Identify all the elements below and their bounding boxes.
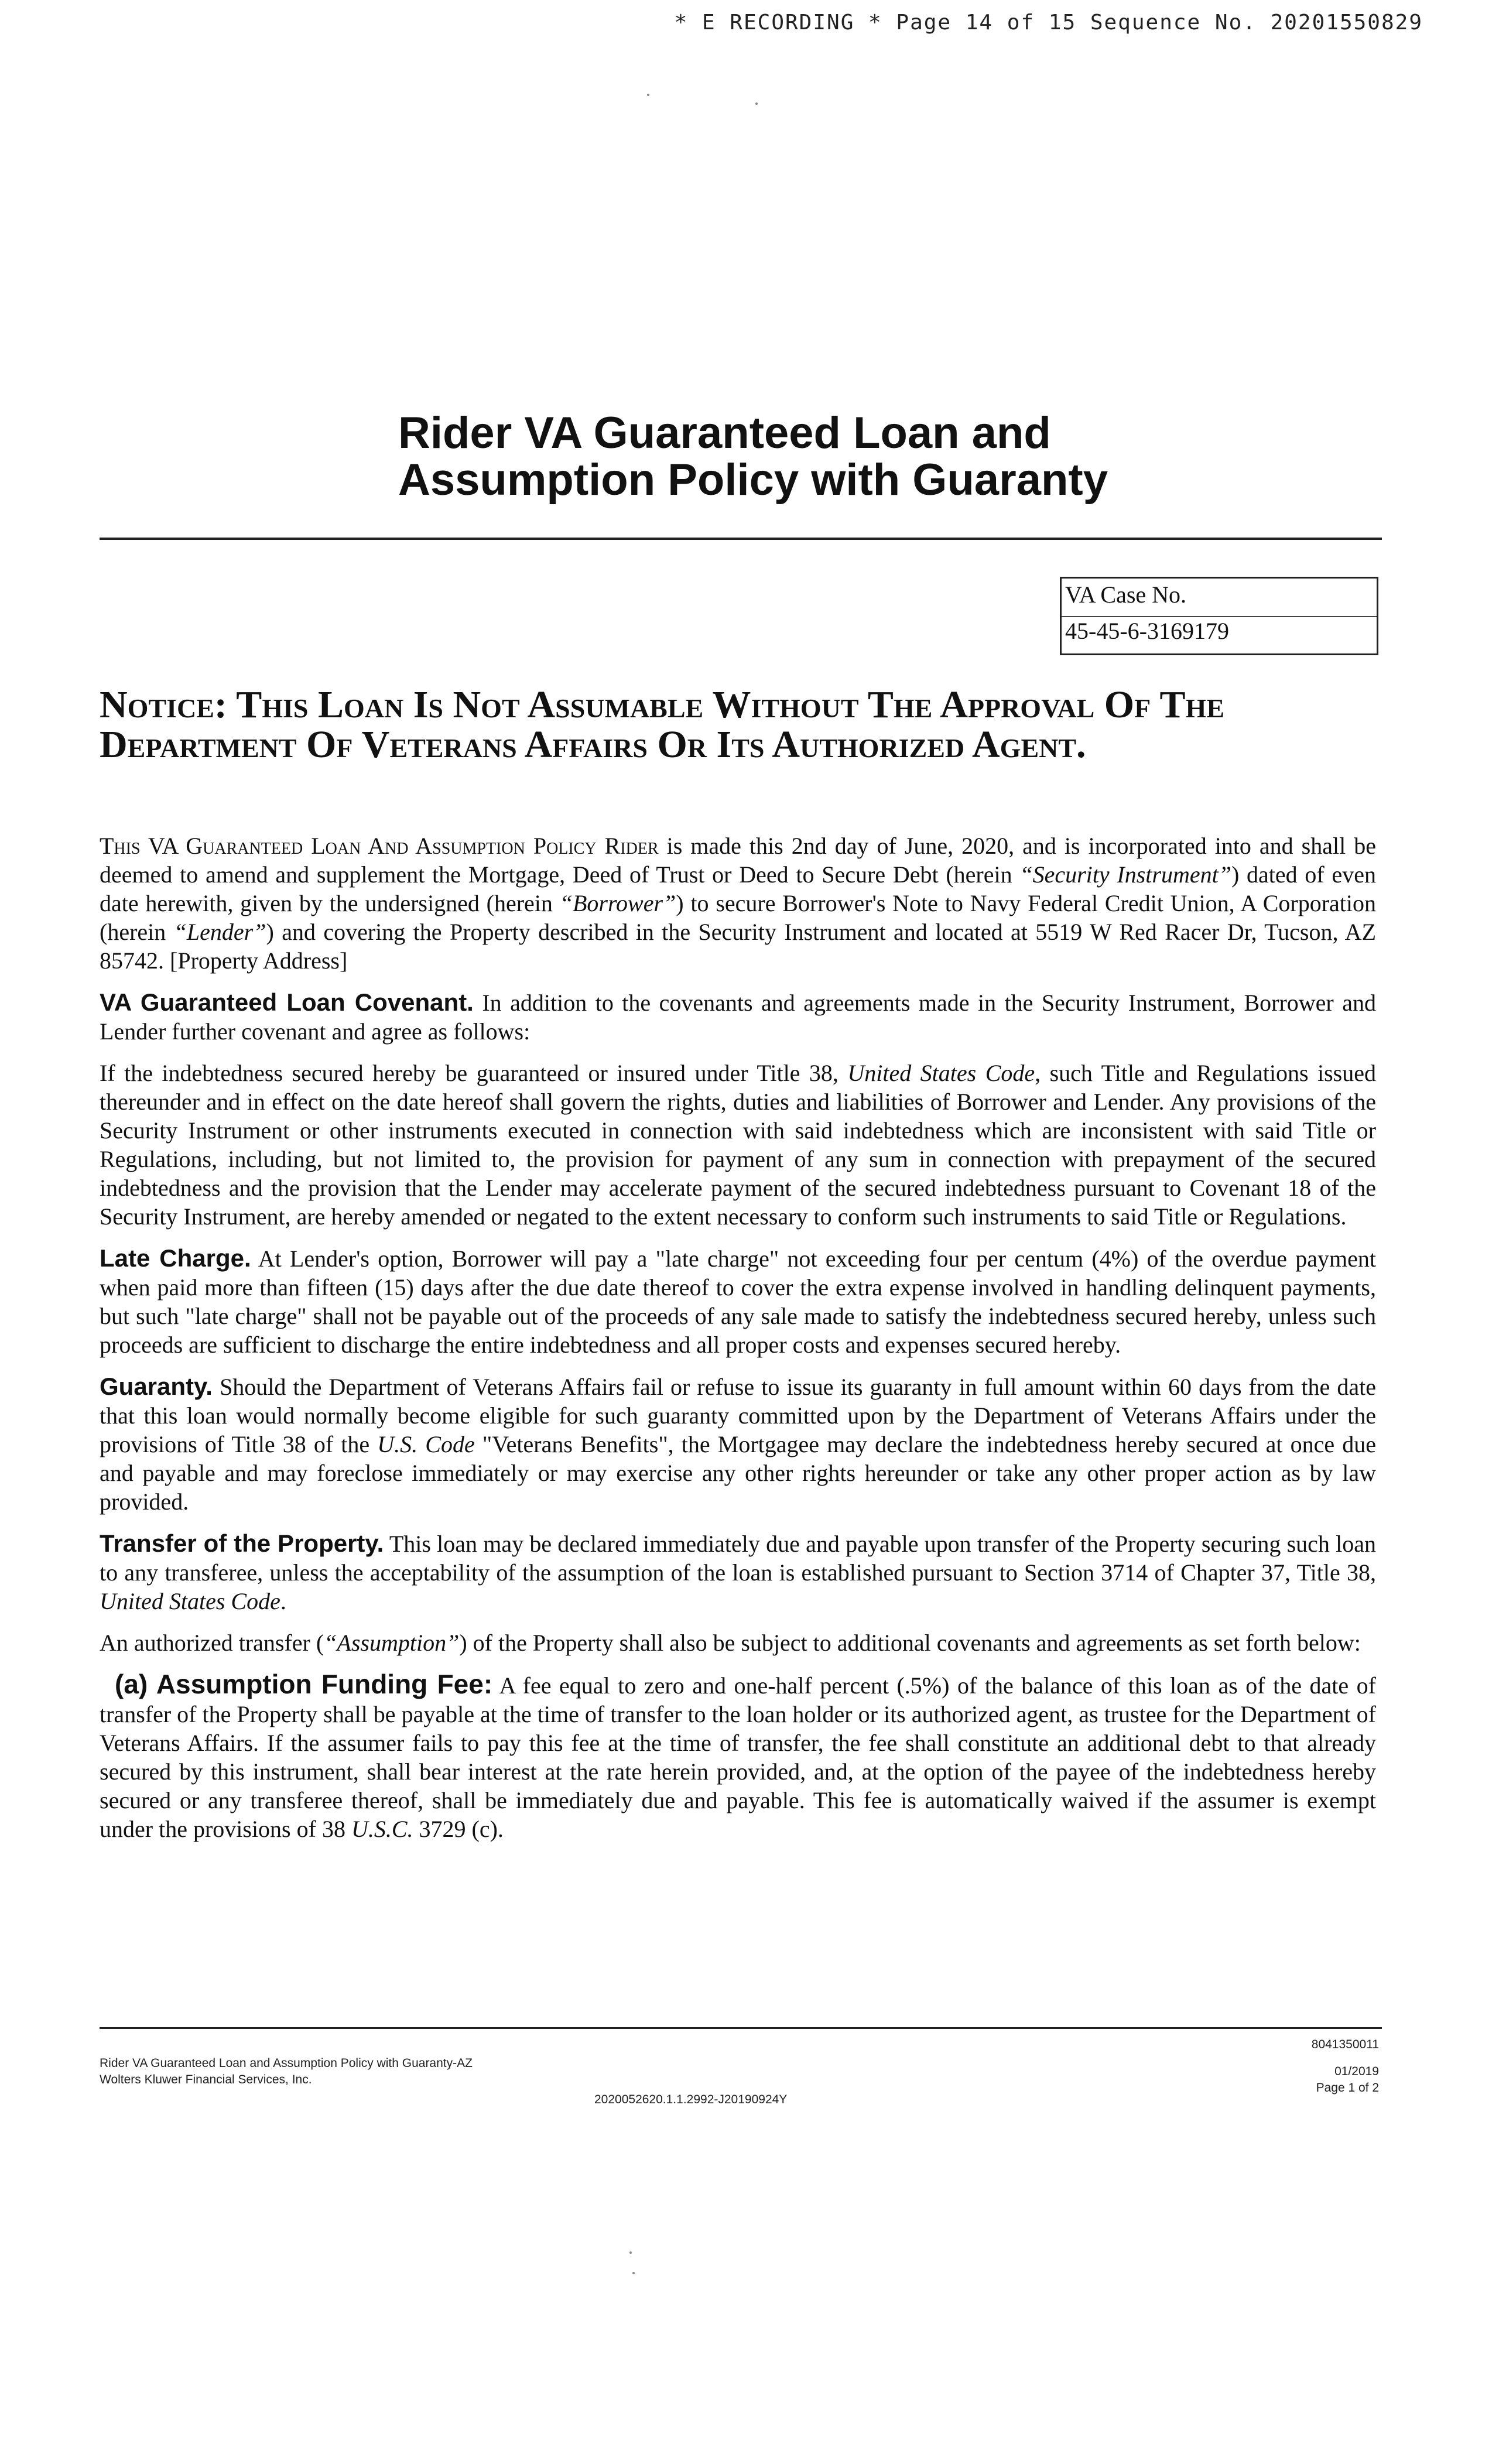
intro-security-instrument: “Security Instrument”	[1019, 861, 1231, 888]
authorized-transfer-text-b: ) of the Property shall also be subject to additional covenants and agreements as set forth below:	[459, 1630, 1361, 1656]
guaranty-text-b: "Veterans Benefits", the Mortgagee may declare the indebtedness hereby secured at once due and payable and may foreclose immediately or may exercise any other rights hereunder or take any other proper action as by law provided.	[100, 1431, 1376, 1515]
funding-fee-text-a: A fee equal to zero and one-half percent (.5%) of the balance of this loan as of the date of transfer of the Property shall be payable at the time of transfer to the loan holder or its authorized agent, as trustee for the Department of Veterans Affairs. If the assumer fails to pay this fee at the time of transfer, the fee shall constitute an additional debt to that already secured by this instrument, shall bear interest at the rate herein provided, and, at the option of the payee of the indebtedness hereby secured or any transferee thereof, shall be immediately due and payable. This fee is automatically waived if the assumer is exempt under the provisions of 38	[100, 1672, 1376, 1842]
footer-form-meta	[1312, 2037, 1379, 2107]
transfer-paragraph	[100, 1529, 1376, 1616]
va-case-box	[1060, 577, 1378, 655]
intro-lender: “Lender”	[173, 919, 266, 945]
title-divider	[100, 538, 1382, 540]
scan-speck	[755, 102, 758, 105]
assumability-notice: Notice: This Loan Is Not Assumable Without The Approval Of The Department Of Veterans Affairs Or Its Authorized Agent.	[100, 683, 1225, 766]
transfer-heading: Transfer of the Property.	[100, 1529, 384, 1557]
indebtedness-text-a: If the indebtedness secured hereby be guaranteed or insured under Title 38,	[100, 1060, 848, 1086]
intro-paragraph	[100, 831, 1376, 975]
footer-doc-code: 2020052620.1.1.2992-J20190924Y	[594, 2093, 788, 2106]
document-title-line-1: Rider VA Guaranteed Loan and	[398, 408, 1051, 458]
indebtedness-paragraph	[100, 1059, 1376, 1231]
document-title-line-2: Assumption Policy with Guaranty	[398, 455, 1108, 505]
funding-fee-heading: (a) Assumption Funding Fee:	[115, 1669, 493, 1699]
footer-form-info	[100, 2055, 473, 2088]
va-case-label: VA Case No.	[1065, 581, 1187, 608]
covenant-heading: VA Guaranteed Loan Covenant.	[100, 988, 474, 1016]
intro-lead: This VA Guaranteed Loan And Assumption Policy Rider	[100, 833, 659, 859]
funding-fee-paragraph	[100, 1670, 1376, 1843]
authorized-transfer-text-a: An authorized transfer (	[100, 1630, 324, 1656]
late-charge-heading: Late Charge.	[100, 1244, 251, 1272]
late-charge-paragraph	[100, 1244, 1376, 1359]
covenant-paragraph	[100, 988, 1376, 1046]
covenant-text: In addition to the covenants and agreements made in the Security Instrument, Borrower and Lender further covenant and agree as follows:	[100, 990, 1376, 1045]
footer-divider	[100, 2027, 1382, 2029]
recording-header: * E RECORDING * Page 14 of 15 Sequence No. 20201550829	[674, 11, 1423, 35]
footer-page-number: Page 1 of 2	[1316, 2081, 1379, 2095]
intro-text-2: ) dated of even date herewith, given by the undersigned (herein	[100, 861, 1376, 916]
scan-speck	[632, 2272, 635, 2274]
funding-fee-text-b: 3729 (c).	[413, 1816, 504, 1842]
intro-borrower: “Borrower”	[559, 890, 676, 916]
late-charge-text: At Lender's option, Borrower will pay a "late charge" not exceeding four per centum (4%) of the overdue payment when paid more than fifteen (15) days after the due date thereof to cover the extra expense involved in handling delinquent payments, but such "late charge" shall not be payable out of the proceeds of any sale made to satisfy the indebtedness secured hereby, unless such proceeds are sufficient to discharge the entire indebtedness and all proper costs and expenses secured hereby.	[100, 1245, 1376, 1358]
guaranty-usc: U.S. Code	[377, 1431, 475, 1457]
scan-speck	[647, 94, 649, 96]
rider-body	[100, 831, 1376, 1856]
intro-text-3: ) to secure Borrower's Note to Navy Federal Credit Union, A Corporation (herein	[100, 890, 1376, 945]
footer-form-number: 8041350011	[1311, 2038, 1379, 2051]
footer-revision: 01/2019	[1334, 2065, 1379, 2078]
guaranty-heading: Guaranty.	[100, 1373, 213, 1400]
intro-text-1: is made this 2nd day of June, 2020, and is incorporated into and shall be deemed to amend and supplement the Mortgage, Deed of Trust or Deed to Secure Debt (herein	[100, 833, 1376, 888]
intro-text-4: ) and covering the Property described in the Security Instrument and located at 5519 W Red Racer Dr, Tucson, AZ 85742. [Property Address]	[100, 919, 1377, 974]
guaranty-paragraph	[100, 1372, 1376, 1516]
indebtedness-text-b: , such Title and Regulations issued thereunder and in effect on the date hereof shall govern the rights, duties and liabilities of Borrower and Lender. Any provisions of the Security Instrument or other instruments executed in connection with said indebtedness which are inconsistent with said Title or Regulations, including, but not limited to, the provision for payment of any sum in connection with prepayment of the secured indebtedness and the provision that the Lender may accelerate payment of the secured indebtedness pursuant to Covenant 18 of the Security Instrument, are hereby amended or negated to the extent necessary to conform such instruments to said Title or Regulations.	[100, 1060, 1376, 1230]
transfer-text-a: This loan may be declared immediately due and payable upon transfer of the Property securing such loan to any transferee, unless the acceptability of the assumption of the loan is established pursuant to Section 3714 of Chapter 37, Title 38,	[100, 1531, 1376, 1586]
document-title	[398, 410, 1159, 504]
footer-publisher: Wolters Kluwer Financial Services, Inc.	[100, 2073, 312, 2086]
footer-form-title: Rider VA Guaranteed Loan and Assumption Policy with Guaranty-AZ	[100, 2056, 473, 2070]
va-case-number: 45-45-6-3169179	[1065, 618, 1229, 644]
transfer-text-b: .	[280, 1588, 286, 1614]
authorized-transfer-paragraph	[100, 1628, 1376, 1657]
funding-fee-usc: U.S.C.	[351, 1816, 413, 1842]
authorized-transfer-assumption: “Assumption”	[324, 1630, 460, 1656]
indebtedness-usc: United States Code	[847, 1060, 1035, 1086]
guaranty-text-a: Should the Department of Veterans Affairs fail or refuse to issue its guaranty in full amount within 60 days from the date that this loan would normally become eligible for such guaranty committed upon by the Department of Veterans Affairs under the provisions of Title 38 of the	[100, 1374, 1376, 1457]
scan-speck	[629, 2251, 632, 2254]
transfer-usc: United States Code	[100, 1588, 280, 1614]
